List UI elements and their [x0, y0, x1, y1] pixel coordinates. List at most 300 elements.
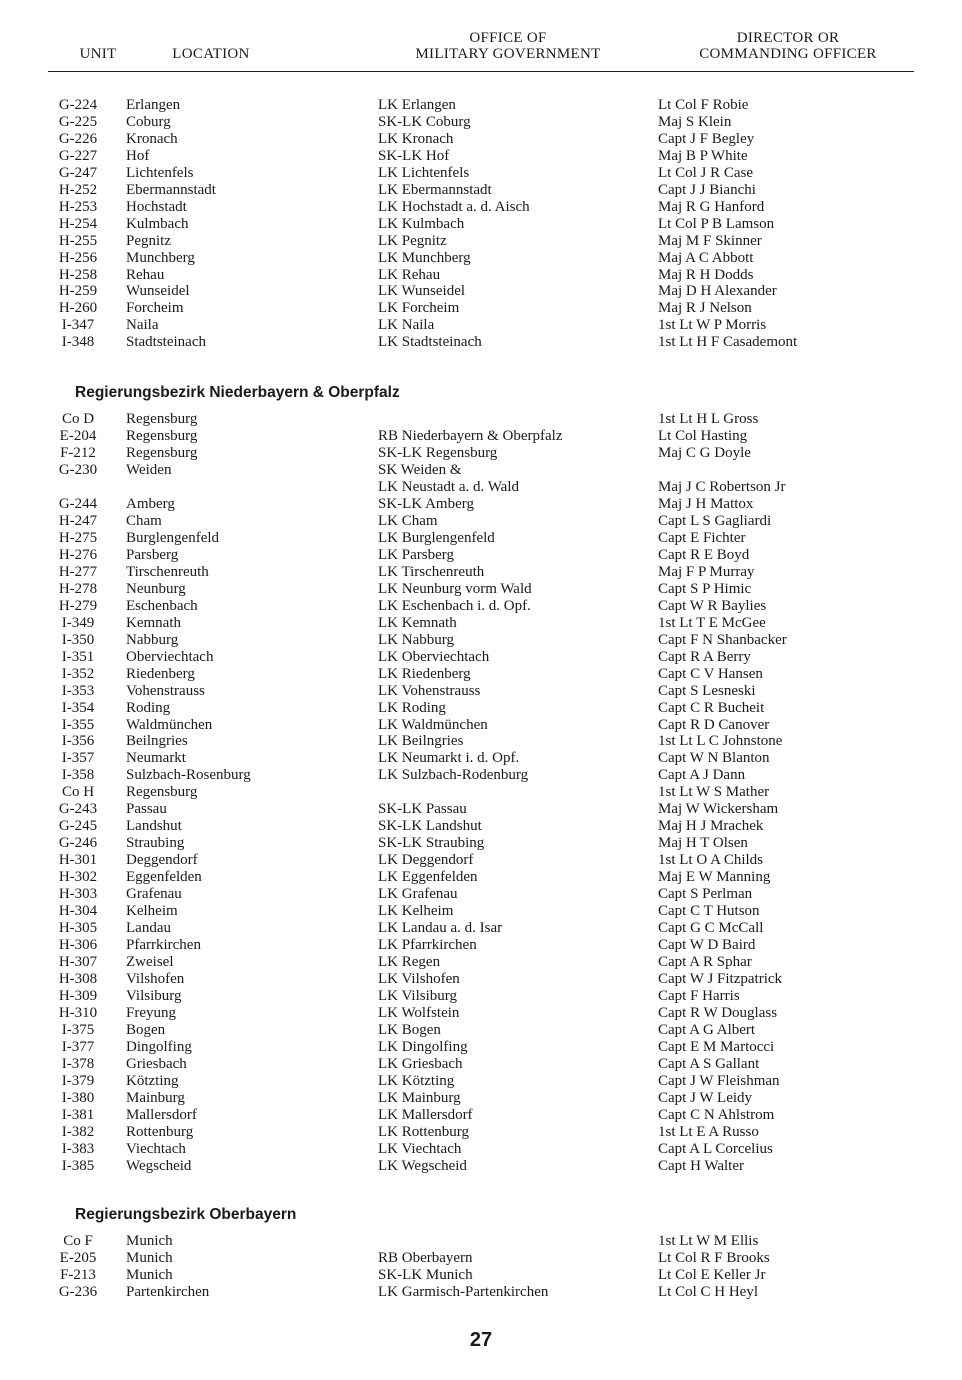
table-row: [0, 598, 962, 615]
office-cell: LK Oberviechtach: [378, 648, 490, 665]
location-cell: Ebermannstadt: [126, 181, 216, 198]
officer-cell: 1st Lt W P Morris: [658, 317, 767, 334]
header-office-line2: MILITARY GOVERNMENT: [415, 46, 601, 62]
location-cell: Kulmbach: [126, 215, 189, 232]
location-cell: Wunseidel: [126, 283, 190, 300]
location-cell: Oberviechtach: [126, 648, 214, 665]
table-row: [0, 97, 962, 114]
location-cell: Tirschenreuth: [126, 563, 209, 580]
unit-cell: I-378: [61, 1055, 95, 1072]
officer-cell: Capt W D Baird: [658, 937, 756, 954]
table-row: [0, 148, 962, 165]
location-cell: Waldmünchen: [126, 716, 213, 733]
office-cell: LK Waldmünchen: [378, 716, 488, 733]
unit-cell: G-236: [58, 1283, 98, 1300]
table-row: [0, 462, 962, 479]
unit-cell: I-377: [61, 1038, 95, 1055]
table-row: [0, 428, 962, 445]
unit-cell: G-247: [58, 164, 98, 181]
table-row: [0, 199, 962, 216]
unit-cell: G-243: [58, 801, 98, 818]
location-cell: Mallersdorf: [126, 1106, 197, 1123]
officer-cell: Lt Col R F Brooks: [658, 1249, 770, 1266]
officer-cell: 1st Lt E A Russo: [658, 1123, 759, 1140]
table-row: [0, 835, 962, 852]
officer-cell: Capt A J Dann: [658, 767, 746, 784]
location-cell: Nabburg: [126, 631, 179, 648]
officer-cell: Capt C N Ahlstrom: [658, 1106, 775, 1123]
table-row: [0, 581, 962, 598]
location-cell: Forcheim: [126, 300, 184, 317]
office-cell: LK Deggendorf: [378, 852, 474, 869]
office-cell: LK Kemnath: [378, 614, 457, 631]
header-office-line1: OFFICE OF: [469, 30, 547, 46]
unit-cell: H-258: [58, 266, 98, 283]
officer-cell: Capt G C McCall: [658, 920, 764, 937]
location-cell: Kelheim: [126, 903, 178, 920]
officer-cell: Capt C V Hansen: [658, 665, 763, 682]
table-row: [0, 131, 962, 148]
table-row: [0, 216, 962, 233]
unit-cell: H-305: [58, 920, 98, 937]
location-cell: Hof: [126, 147, 150, 164]
officer-cell: Maj S Klein: [658, 114, 732, 130]
unit-cell: G-224: [58, 97, 98, 113]
unit-cell: H-256: [58, 249, 98, 266]
header-director: [668, 30, 908, 62]
table-row: [0, 233, 962, 250]
officer-cell: Maj M F Skinner: [658, 232, 762, 249]
officer-cell: 1st Lt H L Gross: [658, 411, 759, 427]
unit-cell: H-255: [58, 232, 98, 249]
unit-cell: H-277: [58, 563, 98, 580]
office-cell: LK Mainburg: [378, 1089, 461, 1106]
unit-cell: I-357: [61, 750, 95, 767]
table-row: [0, 750, 962, 767]
office-cell: SK-LK Coburg: [378, 114, 471, 130]
officer-cell: Capt C T Hutson: [658, 903, 760, 920]
location-cell: Neumarkt: [126, 750, 186, 767]
officer-cell: Maj J H Mattox: [658, 495, 754, 512]
office-cell: LK Kronach: [378, 130, 454, 147]
unit-cell: H-302: [58, 869, 98, 886]
location-cell: Lichtenfels: [126, 164, 194, 181]
table-row: [0, 165, 962, 182]
section-title: Regierungsbezirk Oberbayern: [75, 1206, 297, 1223]
office-cell: LK Kulmbach: [378, 215, 465, 232]
location-cell: Sulzbach-Rosenburg: [126, 767, 251, 784]
unit-cell: I-352: [61, 665, 95, 682]
location-cell: Deggendorf: [126, 852, 198, 869]
location-cell: Munich: [126, 1266, 173, 1283]
office-cell: SK-LK Landshut: [378, 818, 482, 835]
location-cell: Vilsiburg: [126, 988, 182, 1004]
location-cell: Landshut: [126, 818, 182, 835]
officer-cell: Capt H Walter: [658, 1157, 744, 1174]
table-row: [0, 937, 962, 954]
table-row: [0, 1124, 962, 1141]
officer-cell: 1st Lt T E McGee: [658, 614, 766, 631]
table-row: [0, 445, 962, 462]
unit-cell: H-275: [58, 529, 98, 546]
officer-cell: Capt E Fichter: [658, 529, 746, 546]
table-row: [0, 1267, 962, 1284]
officer-cell: Maj W Wickersham: [658, 801, 779, 818]
location-cell: Viechtach: [126, 1140, 186, 1157]
table-row: [0, 250, 962, 267]
location-cell: Regensburg: [126, 428, 198, 444]
unit-cell: I-351: [61, 648, 95, 665]
unit-cell: G-230: [58, 461, 98, 478]
unit-cell: I-383: [61, 1140, 95, 1157]
office-cell: LK Kelheim: [378, 903, 454, 920]
table-row: [0, 852, 962, 869]
office-cell: LK Viechtach: [378, 1140, 462, 1157]
office-cell: LK Wunseidel: [378, 283, 466, 300]
unit-cell: G-226: [58, 130, 98, 147]
table-row: [0, 988, 962, 1005]
unit-cell: G-246: [58, 835, 98, 852]
table-row: [0, 767, 962, 784]
office-cell: LK Wegscheid: [378, 1157, 467, 1174]
officer-cell: Capt A G Albert: [658, 1021, 756, 1038]
table-row: [0, 801, 962, 818]
officer-cell: Capt C R Bucheit: [658, 699, 765, 716]
header-office: [393, 30, 623, 62]
unit-cell: I-355: [61, 716, 95, 733]
unit-cell: H-259: [58, 283, 98, 300]
office-cell: LK Naila: [378, 317, 435, 334]
unit-cell: G-227: [58, 147, 98, 164]
location-cell: Cham: [126, 512, 162, 529]
table-row: [0, 283, 962, 300]
header-director-line1: DIRECTOR OR: [736, 30, 840, 46]
location-cell: Partenkirchen: [126, 1283, 210, 1300]
officer-cell: Capt S Perlman: [658, 886, 753, 903]
unit-cell: I-385: [61, 1157, 95, 1174]
table-row: [0, 1141, 962, 1158]
unit-cell: H-278: [58, 580, 98, 597]
location-cell: Erlangen: [126, 97, 181, 113]
unit-cell: I-347: [61, 317, 95, 334]
location-cell: Vohenstrauss: [126, 682, 205, 699]
office-cell: LK Hochstadt a. d. Aisch: [378, 198, 530, 215]
office-cell: LK Sulzbach-Rodenburg: [378, 767, 529, 784]
location-cell: Rehau: [126, 266, 165, 283]
header-rule: [48, 71, 914, 72]
unit-cell: I-354: [61, 699, 95, 716]
officer-cell: Maj D H Alexander: [658, 283, 777, 300]
unit-cell: G-245: [58, 818, 98, 835]
table-row: [0, 300, 962, 317]
officer-cell: Maj B P White: [658, 147, 748, 164]
office-cell: LK Grafenau: [378, 886, 458, 903]
unit-cell: H-310: [58, 1004, 98, 1021]
table-row: [0, 1107, 962, 1124]
table-row: [0, 818, 962, 835]
office-cell: SK-LK Amberg: [378, 495, 474, 512]
office-cell: LK Mallersdorf: [378, 1106, 473, 1123]
location-cell: Bogen: [126, 1021, 166, 1038]
table-row: [0, 1039, 962, 1056]
unit-cell: I-356: [61, 733, 95, 750]
office-cell: LK Forcheim: [378, 300, 460, 317]
location-cell: Munchberg: [126, 249, 195, 266]
office-cell: LK Beilngries: [378, 733, 464, 750]
location-cell: Pegnitz: [126, 232, 171, 249]
table-row: [0, 1158, 962, 1175]
location-cell: Freyung: [126, 1004, 176, 1021]
table-row: [0, 971, 962, 988]
office-cell: SK-LK Munich: [378, 1266, 473, 1283]
unit-cell: F-213: [60, 1266, 96, 1283]
unit-cell: H-308: [58, 971, 98, 987]
unit-cell: I-382: [61, 1123, 95, 1140]
location-cell: Pfarrkirchen: [126, 937, 201, 954]
unit-cell: I-379: [61, 1072, 95, 1089]
officer-cell: Maj E W Manning: [658, 869, 771, 886]
officer-cell: Capt S Lesneski: [658, 682, 756, 699]
officer-cell: Maj H J Mrachek: [658, 818, 764, 835]
table-row: [0, 920, 962, 937]
table-row: [0, 1022, 962, 1039]
table-row: [0, 700, 962, 717]
table-row: [0, 182, 962, 199]
office-cell: LK Eschenbach i. d. Opf.: [378, 597, 531, 614]
office-cell: LK Regen: [378, 954, 441, 970]
location-cell: Kötzting: [126, 1072, 179, 1089]
office-cell: LK Wolfstein: [378, 1004, 460, 1021]
location-cell: Passau: [126, 801, 167, 818]
office-cell: LK Erlangen: [378, 97, 456, 113]
location-cell: Regensburg: [126, 444, 198, 461]
table-row: [0, 869, 962, 886]
unit-cell: H-254: [58, 215, 98, 232]
table-row: [0, 1073, 962, 1090]
unit-cell: Co H: [61, 784, 95, 801]
table-row: [0, 954, 962, 971]
officer-cell: Capt R W Douglass: [658, 1004, 778, 1021]
unit-cell: Co D: [61, 411, 95, 427]
office-cell: LK Dingolfing: [378, 1038, 468, 1055]
location-cell: Griesbach: [126, 1055, 187, 1072]
officer-cell: Lt Col J R Case: [658, 164, 754, 181]
officer-cell: Maj A C Abbott: [658, 249, 754, 266]
office-cell: LK Rottenburg: [378, 1123, 469, 1140]
table-row: [0, 649, 962, 666]
table-row: [0, 547, 962, 564]
unit-cell: Co F: [63, 1233, 93, 1249]
officer-cell: Maj C G Doyle: [658, 444, 751, 461]
unit-cell: I-349: [61, 614, 95, 631]
location-cell: Kronach: [126, 130, 178, 147]
office-cell: SK-LK Hof: [378, 147, 450, 164]
officer-cell: Capt R A Berry: [658, 648, 751, 665]
location-cell: Coburg: [126, 114, 171, 130]
header-unit: UNIT: [79, 46, 117, 62]
officer-cell: Capt S P Himic: [658, 580, 752, 597]
unit-cell: H-260: [58, 300, 98, 317]
header-location: LOCATION: [172, 46, 250, 62]
location-cell: Riedenberg: [126, 665, 195, 682]
office-cell: LK Lichtenfels: [378, 164, 470, 181]
officer-cell: Capt J W Leidy: [658, 1089, 753, 1106]
office-cell: LK Kötzting: [378, 1072, 455, 1089]
office-cell: SK Weiden &: [378, 461, 462, 478]
office-cell: LK Cham: [378, 512, 438, 529]
officer-cell: Capt W J Fitzpatrick: [658, 971, 783, 987]
table-row: [0, 632, 962, 649]
location-cell: Parsberg: [126, 546, 179, 563]
office-cell: LK Vilshofen: [378, 971, 460, 987]
page-number: 27: [469, 1329, 493, 1351]
officer-cell: Capt J W Fleishman: [658, 1072, 780, 1089]
unit-cell: H-304: [58, 903, 98, 920]
location-cell: Roding: [126, 699, 171, 716]
location-cell: Kemnath: [126, 614, 181, 631]
location-cell: Rottenburg: [126, 1123, 194, 1140]
officer-cell: Lt Col Hasting: [658, 428, 748, 444]
table-row: [0, 479, 962, 496]
location-cell: Grafenau: [126, 886, 182, 903]
table-row: [0, 666, 962, 683]
officer-cell: Capt L S Gagliardi: [658, 512, 772, 529]
office-cell: LK Neumarkt i. d. Opf.: [378, 750, 520, 767]
officer-cell: Capt E M Martocci: [658, 1038, 775, 1055]
unit-cell: H-276: [58, 546, 98, 563]
location-cell: Munich: [126, 1249, 173, 1266]
office-cell: RB Oberbayern: [378, 1249, 473, 1266]
office-cell: SK-LK Passau: [378, 801, 467, 818]
unit-cell: G-225: [58, 114, 98, 130]
table-row: [0, 717, 962, 734]
officer-cell: 1st Lt H F Casademont: [658, 334, 798, 351]
office-cell: LK Parsberg: [378, 546, 454, 563]
officer-cell: Maj R J Nelson: [658, 300, 752, 317]
table-row: [0, 903, 962, 920]
office-cell: LK Ebermannstadt: [378, 181, 492, 198]
officer-cell: Capt R E Boyd: [658, 546, 750, 563]
table-row: [0, 1233, 962, 1250]
location-cell: Zweisel: [126, 954, 174, 970]
table-row: [0, 886, 962, 903]
column-header: [48, 30, 916, 74]
location-cell: Eggenfelden: [126, 869, 202, 886]
location-cell: Vilshofen: [126, 971, 185, 987]
officer-cell: Capt F Harris: [658, 988, 740, 1004]
location-cell: Weiden: [126, 461, 172, 478]
office-cell: LK Vilsiburg: [378, 988, 457, 1004]
location-cell: Regensburg: [126, 411, 198, 427]
unit-cell: E-204: [59, 428, 97, 444]
officer-cell: Lt Col F Robie: [658, 97, 749, 113]
officer-cell: Maj H T Olsen: [658, 835, 748, 852]
officer-cell: Capt A L Corcelius: [658, 1140, 773, 1157]
officer-cell: Capt F N Shanbacker: [658, 631, 787, 648]
location-cell: Regensburg: [126, 784, 198, 801]
office-cell: LK Griesbach: [378, 1055, 463, 1072]
unit-cell: H-309: [58, 988, 98, 1004]
office-cell: LK Riedenberg: [378, 665, 471, 682]
office-cell: LK Neustadt a. d. Wald: [378, 478, 519, 495]
table-row: [0, 530, 962, 547]
officer-cell: Maj R G Hanford: [658, 198, 765, 215]
office-cell: LK Rehau: [378, 266, 441, 283]
location-cell: Burglengenfeld: [126, 529, 220, 546]
location-cell: Dingolfing: [126, 1038, 192, 1055]
office-cell: LK Pegnitz: [378, 232, 447, 249]
location-cell: Straubing: [126, 835, 185, 852]
office-cell: LK Eggenfelden: [378, 869, 478, 886]
office-cell: LK Neunburg vorm Wald: [378, 580, 532, 597]
table-row: [0, 784, 962, 801]
unit-cell: H-253: [58, 198, 98, 215]
officer-cell: Capt W R Baylies: [658, 597, 767, 614]
table-row: [0, 1090, 962, 1107]
table-row: [0, 496, 962, 513]
officer-cell: Lt Col P B Lamson: [658, 215, 775, 232]
unit-cell: I-350: [61, 631, 95, 648]
officer-cell: Capt W N Blanton: [658, 750, 770, 767]
unit-cell: I-375: [61, 1021, 95, 1038]
table-row: [0, 1005, 962, 1022]
table-row: [0, 317, 962, 334]
officer-cell: Lt Col C H Heyl: [658, 1283, 758, 1300]
table-row: [0, 1284, 962, 1301]
location-cell: Mainburg: [126, 1089, 185, 1106]
officer-cell: Maj F P Murray: [658, 563, 755, 580]
unit-cell: F-212: [60, 444, 96, 461]
officer-cell: 1st Lt L C Johnstone: [658, 733, 783, 750]
location-cell: Hochstadt: [126, 198, 187, 215]
office-cell: LK Nabburg: [378, 631, 454, 648]
table-row: [0, 683, 962, 700]
officer-cell: 1st Lt W M Ellis: [658, 1233, 759, 1249]
location-cell: Wegscheid: [126, 1157, 192, 1174]
location-cell: Eschenbach: [126, 597, 198, 614]
table-row: [0, 334, 962, 351]
unit-cell: I-380: [61, 1089, 95, 1106]
office-cell: RB Niederbayern & Oberpfalz: [378, 428, 563, 444]
table-row: [0, 733, 962, 750]
location-cell: Landau: [126, 920, 171, 937]
officer-cell: 1st Lt O A Childs: [658, 852, 764, 869]
table-row: [0, 615, 962, 632]
office-cell: SK-LK Regensburg: [378, 444, 498, 461]
unit-cell: H-301: [58, 852, 98, 869]
unit-cell: H-303: [58, 886, 98, 903]
office-cell: LK Landau a. d. Isar: [378, 920, 503, 937]
unit-cell: I-348: [61, 334, 95, 351]
unit-cell: E-205: [59, 1249, 97, 1266]
office-cell: LK Burglengenfeld: [378, 529, 495, 546]
table-row: [0, 411, 962, 428]
officer-cell: Capt A R Sphar: [658, 954, 752, 970]
officer-cell: Maj R H Dodds: [658, 266, 754, 283]
header-director-line2: COMMANDING OFFICER: [699, 46, 877, 62]
unit-cell: I-358: [61, 767, 95, 784]
office-cell: LK Munchberg: [378, 249, 471, 266]
location-cell: Beilngries: [126, 733, 188, 750]
location-cell: Neunburg: [126, 580, 186, 597]
unit-cell: H-252: [58, 181, 98, 198]
officer-cell: Capt J F Begley: [658, 130, 755, 147]
office-cell: SK-LK Straubing: [378, 835, 485, 852]
officer-cell: Capt A S Gallant: [658, 1055, 760, 1072]
table-row: [0, 1250, 962, 1267]
section-title: Regierungsbezirk Niederbayern & Oberpfalz: [75, 384, 400, 401]
location-cell: Munich: [126, 1233, 173, 1249]
